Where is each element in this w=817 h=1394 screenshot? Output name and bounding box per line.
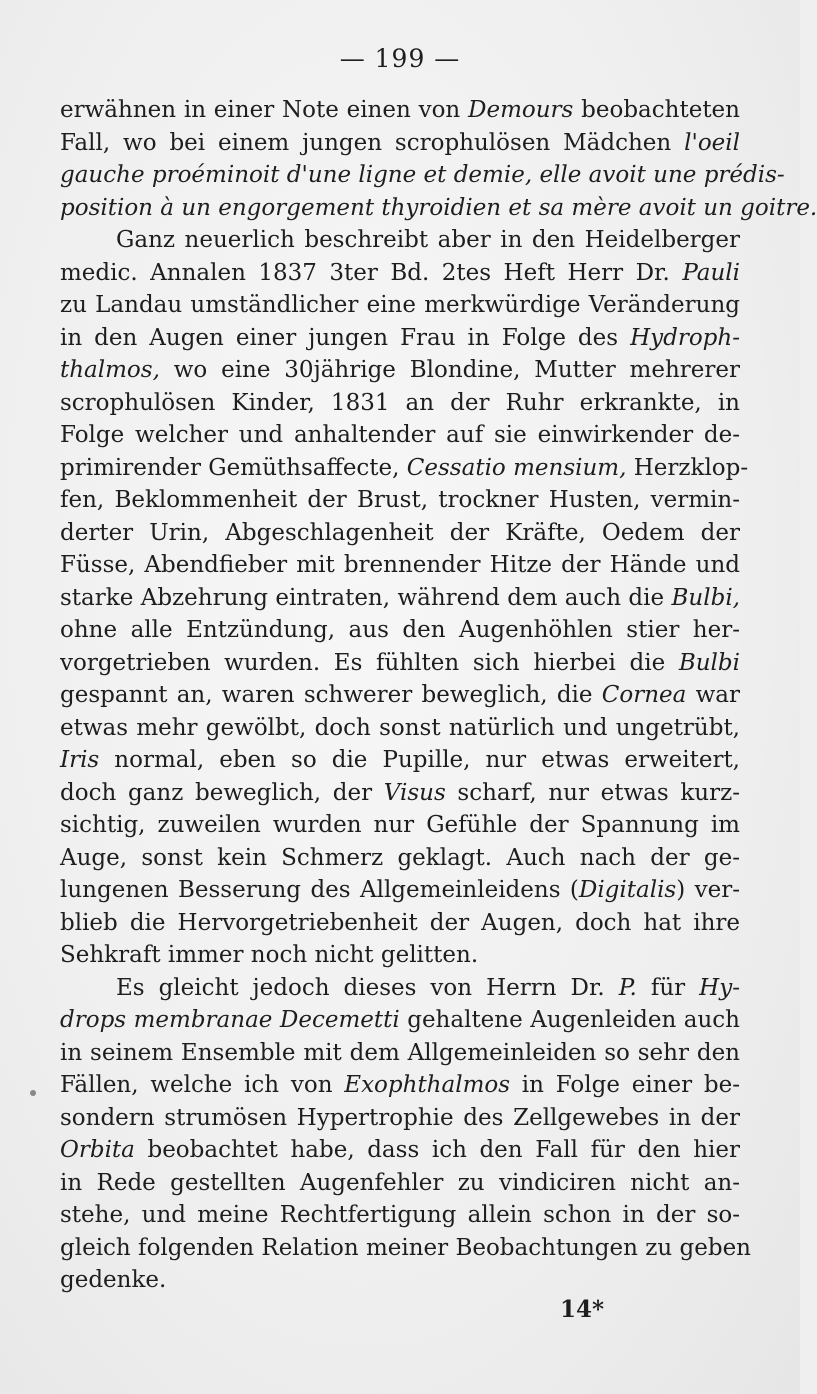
text-line (60, 387, 740, 420)
text-line (60, 679, 740, 712)
text-run: gehaltene Augenleiden auch (399, 1007, 740, 1033)
text-run: erwähnen in einer Note einen von (60, 97, 469, 123)
text-line (60, 647, 740, 680)
text-run: in den Augen einer jungen Frau in Folge des (60, 324, 631, 351)
text-line (60, 224, 740, 257)
text-run: sichtig, zuweilen wurden nur Gefühle der Spannung im (60, 812, 740, 838)
italic-term: Digitalis (578, 877, 677, 903)
text-line (60, 777, 740, 810)
text-line (60, 257, 740, 290)
text-run: sondern strumösen Hypertrophie des Zellgewebes in der (60, 1104, 740, 1131)
text-run: Folge welcher und anhaltender auf sie einwirkender de- (60, 422, 740, 448)
italic-term: Hydroph- (630, 324, 740, 351)
text-line (60, 1232, 751, 1265)
text-line (60, 874, 740, 907)
text-run: ohne alle Entzündung, aus den Augenhöhlen stier her- (60, 617, 740, 643)
text-line (60, 1199, 740, 1232)
text-run: in seinem Ensemble mit dem Allgemeinleiden so sehr den (60, 1039, 740, 1066)
italic-term: Iris (60, 747, 100, 773)
text-run: Fällen, welche ich von (60, 1072, 345, 1098)
text-line (60, 582, 740, 615)
text-line (60, 127, 740, 160)
text-line (60, 484, 740, 517)
text-run: etwas mehr gewölbt, doch sonst natürlich und ungetrübt, (60, 714, 740, 741)
text-run: normal, eben so die Pupille, nur etwas erweitert, (99, 747, 740, 773)
italic-term: position à un engorgement thyroidien et sa mère avoit un goitre. (60, 194, 817, 221)
text-run: Herzklop- (626, 454, 749, 481)
text-line (60, 939, 740, 972)
text-line (60, 1102, 740, 1135)
signature-mark: 14* (560, 1296, 605, 1323)
text-line (60, 712, 740, 745)
text-run: scharf, nur etwas kurz- (445, 779, 740, 806)
text-line (60, 907, 740, 940)
text-run: Ganz neuerlich beschreibt aber in den Heidelberger (116, 227, 740, 253)
text-run: fen, Beklommenheit der Brust, trockner Husten, vermin- (60, 487, 740, 513)
text-line (60, 614, 740, 647)
text-line (60, 289, 740, 322)
ink-speck (30, 1090, 36, 1096)
text-run: zu Landau umständlicher eine merkwürdige Veränderung (60, 292, 740, 318)
text-line (60, 419, 740, 452)
text-run: starke Abzehrung eintraten, während dem auch die (60, 584, 672, 611)
italic-term: Hy- (699, 974, 740, 1001)
italic-term: Bulbi (678, 649, 740, 676)
text-run: gespannt an, waren schwerer beweglich, die (60, 682, 602, 708)
text-run: in Folge einer be- (510, 1072, 740, 1098)
page-number: — 199 — (339, 44, 461, 73)
italic-term: Bulbi, (671, 584, 740, 611)
text-run: für (636, 974, 700, 1001)
italic-term: thalmos, (60, 357, 160, 383)
italic-term: l'oeil (684, 129, 740, 156)
text-run: lungenen Besserung des Allgemeinleidens ( (60, 877, 579, 903)
text-run: Es gleicht jedoch dieses von Herrn Dr. (116, 974, 619, 1001)
text-line (60, 94, 740, 127)
text-line (60, 1264, 740, 1297)
text-run: Fall, wo bei einem jungen scrophulösen Mädchen (60, 129, 685, 156)
text-line (60, 159, 785, 192)
italic-term: gauche proéminoit d'une ligne et demie, elle avoit une prédis- (60, 162, 785, 188)
text-line (60, 1069, 740, 1102)
text-line (60, 354, 740, 387)
italic-term: Exophthalmos (344, 1072, 511, 1098)
text-line (60, 972, 740, 1005)
text-run: in Rede gestellten Augenfehler zu vindiciren nicht an- (60, 1169, 740, 1196)
text-run: vorgetrieben wurden. Es fühlten sich hierbei die (60, 649, 679, 676)
text-line (60, 517, 740, 550)
italic-term: Cornea (601, 682, 687, 708)
text-line (60, 192, 817, 225)
text-run: ) ver- (676, 877, 740, 903)
text-run: gedenke. (60, 1267, 167, 1293)
text-run: primirender Gemüthsaffecte, (60, 454, 407, 481)
italic-term: Visus (383, 779, 446, 806)
text-line (60, 1134, 740, 1167)
text-line (60, 1004, 740, 1037)
text-run: stehe, und meine Rechtfertigung allein schon in der so- (60, 1202, 740, 1228)
text-run: war (686, 682, 740, 708)
text-run: scrophulösen Kinder, 1831 an der Ruhr erkrankte, in (60, 389, 740, 416)
text-run: medic. Annalen 1837 3ter Bd. 2tes Heft Herr Dr. (60, 259, 683, 286)
text-run: beobachtet habe, dass ich den Fall für den hier (134, 1137, 740, 1163)
italic-term: Pauli (682, 259, 740, 286)
text-line (60, 452, 749, 485)
text-run: gleich folgenden Relation meiner Beobachtungen zu geben (60, 1234, 751, 1261)
text-run: Auge, sonst kein Schmerz geklagt. Auch nach der ge- (60, 844, 740, 871)
body-text (60, 94, 817, 1297)
text-line (60, 549, 740, 582)
text-run: wo eine 30jährige Blondine, Mutter mehrerer (159, 357, 740, 383)
text-line (60, 322, 740, 355)
text-line (60, 1167, 740, 1200)
text-line (60, 744, 740, 777)
italic-term: Cessatio mensium, (406, 454, 627, 481)
text-run: blieb die Hervorgetriebenheit der Augen, doch hat ihre (60, 909, 740, 936)
text-line (60, 842, 740, 875)
text-line (60, 1037, 740, 1070)
text-line (60, 809, 740, 842)
text-run: derter Urin, Abgeschlagenheit der Kräfte, Oedem der (60, 519, 740, 546)
text-run: doch ganz beweglich, der (60, 779, 384, 806)
text-run: Sehkraft immer noch nicht gelitten. (60, 942, 479, 968)
italic-term: Orbita (60, 1137, 135, 1163)
italic-term: drops membranae Decemetti (60, 1007, 400, 1033)
text-run: Füsse, Abendfieber mit brennender Hitze der Hände und (60, 552, 740, 578)
italic-term: Demours (468, 97, 574, 123)
italic-term: P. (618, 974, 637, 1001)
text-run: beobachteten (573, 97, 740, 123)
